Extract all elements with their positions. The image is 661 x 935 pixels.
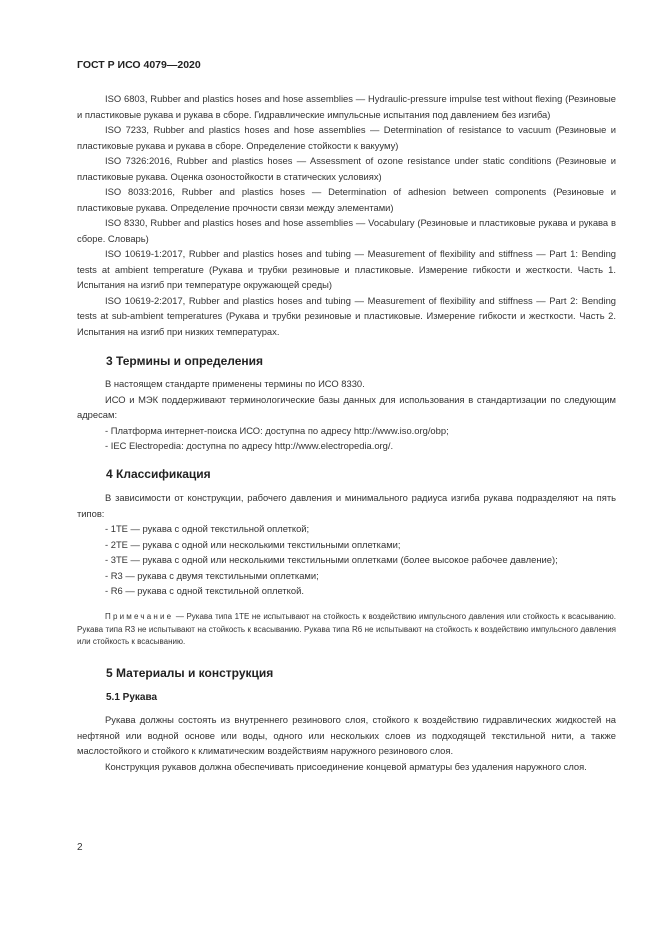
section-4-body [77,490,616,599]
reference-item: ISO 7233, Rubber and plastics hoses and hose assemblies — Determination of resistance to vacuum (Резиновые и пластиковые рукава и рукава в сборе. Определение стойкости к вакууму) [77,124,616,151]
document-header: ГОСТ Р ИСО 4079—2020 [77,59,201,71]
reference-item: ISO 8033:2016, Rubber and plastics hoses — Determination of adhesion between components (Резиновые и пластиковые рукава. Определение прочности связи между элементами) [77,186,616,213]
reference-item: ISO 10619-2:2017, Rubber and plastics hoses and tubing — Measurement of flexibility and stiffness — Part 2: Bending tests at sub-ambient temperatures (Рукава и трубки резиновые и пластиковые. Измерение гибкости и жесткости. Часть 2. Испытания на изгиб при низких температурах. [77,294,616,337]
list-item: - R3 — рукава с двумя текстильными оплетками; [105,569,319,581]
list-item: - 2TE — рукава с одной или несколькими текстильными оплетками; [105,538,401,550]
classification-note [77,611,616,649]
paragraph: ИСО и МЭК поддерживают терминологические базы данных для использования в стандартизации по следующим адресам: [77,393,616,420]
note-label: Примечание [105,612,174,621]
section-3-body [77,376,616,454]
reference-item: ISO 7326:2016, Rubber and plastics hoses — Assessment of ozone resistance under static conditions (Резиновые и пластиковые рукава. Оценка озоностойкости в статических условиях) [77,155,616,182]
section-3-title: 3 Термины и определения [106,354,264,368]
reference-item: ISO 8330, Rubber and plastics hoses and hose assemblies — Vocabulary (Резиновые и пластиковые рукава и рукава в сборе. Словарь) [77,217,616,244]
list-item: - 1TE — рукава с одной текстильной оплеткой; [105,523,310,534]
list-item: - IEC Electropedia: доступна по адресу http://www.electropedia.org/. [105,440,394,451]
section-5-body [77,712,616,774]
list-item: - R6 — рукава с одной текстильной оплеткой. [105,585,304,596]
subsection-5-1-title: 5.1 Рукава [106,692,158,703]
list-item: - 3TE — рукава с одной или несколькими текстильными оплетками (более высокое рабочее давление); [105,554,558,565]
section-4-title: 4 Классификация [106,467,211,481]
normative-references-list [77,91,616,339]
note-text: — Рукава типа 1TE не испытывают на стойкость к воздействию импульсного давления или стойкость к всасыванию. Рукава типа R3 не испытывают на стойкость к всасыванию. Рукава типа R6 не испытывают на стойкость к воздействию импульсного давления или стойкость к всасыванию. [77,612,616,646]
reference-item: ISO 6803, Rubber and plastics hoses and hose assemblies — Hydraulic-pressure impulse test without flexing (Резиновые и пластиковые рукава и рукава в сборе. Гидравлические импульсные испытания под давлением без изгиба) [77,93,616,120]
paragraph: Рукава должны состоять из внутреннего резинового слоя, стойкого к воздействию гидравлических жидкостей на нефтяной или водной основе или воды, одного или нескольких слоев из подходящей текстильной нити, а также маслостойкого и стойкого к климатическим воздействиям наружного резинового слоя. [77,714,616,756]
page-number: 2 [77,842,83,853]
paragraph: Конструкция рукавов должна обеспечивать присоединение концевой арматуры без удаления наружного слоя. [105,760,587,772]
section-5-title: 5 Материалы и конструкция [106,666,274,680]
list-item: - Платформа интернет-поиска ИСО: доступна по адресу http://www.iso.org/obp; [105,424,449,436]
reference-item: ISO 10619-1:2017, Rubber and plastics hoses and tubing — Measurement of flexibility and stiffness — Part 1: Bending tests at ambient temperature (Рукава и трубки резиновые и пластиковые. Измерение гибкости и жесткости. Часть 1. Испытания на изгиб при температуре окружающей среды) [77,248,616,290]
paragraph: В настоящем стандарте применены термины по ИСО 8330. [105,378,365,389]
paragraph: В зависимости от конструкции, рабочего давления и минимального радиуса изгиба рукава подразделяют на пять типов: [77,492,616,519]
